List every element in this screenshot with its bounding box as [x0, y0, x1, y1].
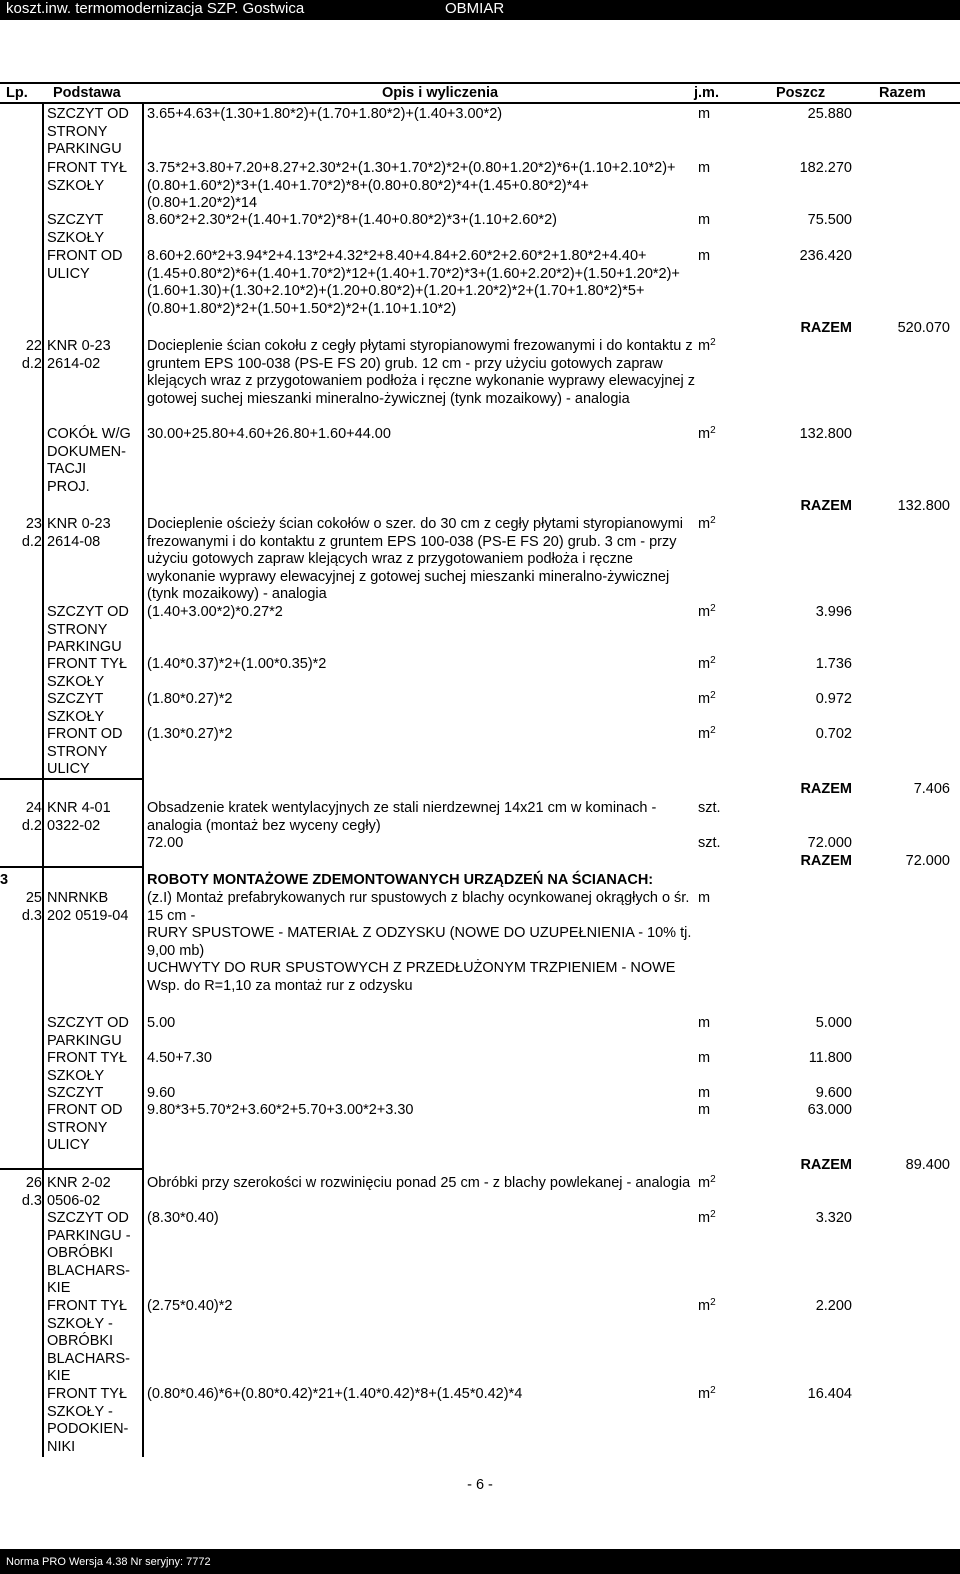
poszcz-cell: 63.000 [807, 1102, 852, 1118]
opis-cell: 30.00+25.80+4.60+26.80+1.60+44.00 [147, 426, 391, 442]
podstawa-cell: SZCZYT OD PARKINGU [47, 1015, 129, 1049]
poszcz-cell: 3.996 [815, 604, 852, 620]
poszcz-cell: 16.404 [807, 1386, 852, 1402]
unit-cell: $m^2$ [698, 690, 716, 707]
unit-cell: m [698, 1050, 711, 1066]
opis-cell: 9.80*3+5.70*2+3.60*2+5.70+3.00*2+3.30 [147, 1102, 414, 1118]
razem-value: 520.070 [897, 320, 950, 336]
lp-cell: 22 d.2 [21, 338, 42, 372]
podstawa-cell: KNR 0-23 2614-02 [47, 338, 111, 372]
razem-label: RAZEM [800, 498, 852, 514]
col-poszcz: Poszcz [776, 85, 826, 101]
unit-cell: $m^2$ [698, 515, 716, 532]
unit-cell: szt. [698, 800, 721, 816]
col-jm: j.m. [694, 85, 719, 101]
opis-cell: 9.60 [147, 1085, 176, 1101]
razem-label: RAZEM [800, 781, 852, 797]
podstawa-cell: FRONT TYŁ SZKOŁY [47, 160, 128, 194]
razem-value: 89.400 [905, 1157, 950, 1173]
opis-cell: Docieplenie ościeży ścian cokołów o szer. do 30 cm z cegły płytami styropianowymi frezowanymi i do kontaktu z gruntem EPS 100-038 (PS-E FS 20) grub. 3 cm - przy użyciu gotowych zapraw klejących wraz z przygotowaniem podłoża i ręczne wykonanie wyprawy elewacyjnej z gotowej suchej mieszanki mineralno-żywicznej (tynk mozaikowy) - analogia [147, 516, 683, 602]
podstawa-cell: FRONT TYŁ SZKOŁY [47, 1050, 128, 1084]
unit-cell: m [698, 890, 711, 906]
unit-cell: m [698, 1085, 711, 1101]
unit-cell: m [698, 160, 711, 176]
lp-cell: 24 d.2 [21, 800, 42, 834]
podstawa-cell: FRONT TYŁ SZKOŁY - OBRÓBKI BLACHARS- KIE [47, 1298, 130, 1384]
section-divider [0, 866, 142, 868]
section-title: ROBOTY MONTAŻOWE ZDEMONTOWANYCH URZĄDZEŃ NA ŚCIANACH: [147, 872, 654, 888]
col-podstawa: Podstawa [53, 85, 121, 101]
unit-cell: $m^2$ [698, 1209, 716, 1226]
poszcz-cell: 11.800 [808, 1050, 852, 1066]
podstawa-cell: SZCZYT OD STRONY PARKINGU [47, 106, 129, 157]
podstawa-cell: FRONT TYŁ SZKOŁY - PODOKIEN- NIKI [47, 1386, 129, 1455]
razem-label: RAZEM [800, 853, 852, 869]
podstawa-cell: NNRNKB 202 0519-04 [47, 890, 129, 924]
document-footer [0, 1549, 960, 1574]
header-title: koszt.inw. termomodernizacja SZP. Gostwica [6, 0, 305, 17]
unit-cell: $m^2$ [698, 1297, 716, 1314]
podstawa-cell: KNR 2-02 0506-02 [47, 1175, 111, 1209]
poszcz-cell: 0.702 [815, 726, 852, 742]
opis-cell: Obróbki przy szerokości w rozwinięciu ponad 25 cm - z blachy powlekanej - analogia [147, 1175, 691, 1191]
unit-cell: m [698, 248, 711, 264]
razem-label: RAZEM [800, 320, 852, 336]
unit-cell: m [698, 106, 711, 122]
table-header-top-line [0, 82, 960, 84]
poszcz-cell: 3.320 [815, 1210, 852, 1226]
page-number: - 6 - [467, 1477, 493, 1493]
header-section: OBMIAR [445, 0, 505, 17]
opis-cell: (2.75*0.40)*2 [147, 1298, 233, 1314]
podstawa-cell: COKÓŁ W/G DOKUMEN- TACJI PROJ. [47, 426, 131, 495]
opis-cell: Docieplenie ścian cokołu z cegły płytami styropianowymi frezowanymi i do kontaktu z gruntem EPS 100-038 (PS-E FS 20) grub. 12 cm - przy użyciu gotowych zapraw klejących wraz z przygotowaniem podłoża i ręczne wykonanie wyprawy elewacyjnej z gotowej suchej mieszanki mineralno-żywicznej (tynk mozaikowy) - analogia [147, 338, 696, 407]
podstawa-cell: FRONT OD ULICY [47, 248, 123, 282]
lp-cell: 26 d.3 [21, 1175, 42, 1209]
document-header [0, 0, 960, 20]
poszcz-cell: 5.000 [815, 1015, 852, 1031]
poszcz-cell: 132.800 [799, 426, 852, 442]
razem-value: 132.800 [897, 498, 950, 514]
razem-value: 7.406 [913, 781, 950, 797]
unit-cell: $m^2$ [698, 1385, 716, 1402]
footer-text: Norma PRO Wersja 4.38 Nr seryjny: 7772 [6, 1556, 211, 1568]
unit-cell: $m^2$ [698, 337, 716, 354]
poszcz-cell: 25.880 [807, 106, 852, 122]
opis-cell: (z.I) Montaż prefabrykowanych rur spustowych z blachy ocynkowanej okrągłych o śr. 15 cm - RURY SPUSTOWE - MATERIAŁ Z ODZYSKU (NOWE DO UZUPEŁNIENIA - 10% tj. 9,00 mb) UCHWYTY DO RUR SPUSTOWYCH Z PRZEDŁUŻONYM TRZPIENIEM - NOWE Wsp. do R=1,10 za montaż rur z odzysku [147, 890, 692, 994]
opis-cell: 4.50+7.30 [147, 1050, 212, 1066]
opis-cell: 5.00 [147, 1015, 176, 1031]
podstawa-cell: SZCZYT OD PARKINGU - OBRÓBKI BLACHARS- KIE [47, 1210, 131, 1296]
poszcz-cell: 236.420 [799, 248, 852, 264]
opis-cell: Obsadzenie kratek wentylacyjnych ze stali nierdzewnej 14x21 cm w kominach - analogia (montaż bez wyceny cegły) [147, 800, 657, 834]
razem-value: 72.000 [905, 853, 950, 869]
unit-cell: $m^2$ [698, 603, 716, 620]
podstawa-cell: SZCZYT OD STRONY PARKINGU [47, 604, 129, 655]
poszcz-cell: 1.736 [815, 656, 852, 672]
unit-cell: m [698, 1015, 711, 1031]
podstawa-cell: FRONT OD STRONY ULICY [47, 1102, 123, 1153]
lp-cell: 23 d.2 [21, 516, 42, 550]
unit-cell: $m^2$ [698, 1174, 716, 1191]
opis-cell: 8.60*2+2.30*2+(1.40+1.70*2)*8+(1.40+0.80*2)*3+(1.10+2.60*2) [147, 212, 557, 228]
podstawa-cell: FRONT TYŁ SZKOŁY [47, 656, 128, 690]
podstawa-cell: FRONT OD STRONY ULICY [47, 726, 123, 777]
razem-label: RAZEM [800, 1157, 852, 1173]
opis-cell: 72.00 [147, 835, 184, 851]
podstawa-cell: KNR 4-01 0322-02 [47, 800, 111, 834]
opis-cell: (1.80*0.27)*2 [147, 691, 233, 707]
opis-cell: (1.40+3.00*2)*0.27*2 [147, 604, 283, 620]
poszcz-cell: 9.600 [815, 1085, 852, 1101]
opis-cell: (0.80*0.46)*6+(0.80*0.42)*21+(1.40*0.42)*8+(1.45*0.42)*4 [147, 1386, 523, 1402]
unit-cell: $m^2$ [698, 725, 716, 742]
opis-cell: 8.60+2.60*2+3.94*2+4.13*2+4.32*2+8.40+4.84+2.60*2+2.60*2+1.80*2+4.40+(1.45+0.80*2)*6+(1.40+1.70*2)*12+(1.40+1.70*2)*3+(1.60+2.20*2)+(1.50+1.20*2)+(1.60+1.30)+(1.30+2.10*2)+(1.20+0.80*2)+(1.20+1.20*2)*2+(1.70+1.80*2)*5+(0.80+1.80*2)*2+(1.50+1.50*2)*2+(1.10+1.10*2) [147, 248, 680, 317]
lp-cell: 25 d.3 [21, 890, 42, 924]
opis-cell: 3.75*2+3.80+7.20+8.27+2.30*2+(1.30+1.70*2)*2+(0.80+1.20*2)*6+(1.10+2.10*2)+(0.80+1.60*2)*3+(1.40+1.70*2)*8+(0.80+0.80*2)*4+(1.45+0.80*2)*4+(0.80+1.20*2)*14 [147, 160, 676, 211]
col-opis: Opis i wyliczenia [382, 85, 499, 101]
table-header-bottom-line [0, 102, 960, 104]
unit-cell: m [698, 1102, 711, 1118]
poszcz-cell: 75.500 [807, 212, 852, 228]
poszcz-cell: 72.000 [807, 835, 852, 851]
col-razem: Razem [879, 85, 926, 101]
poszcz-cell: 2.200 [815, 1298, 852, 1314]
unit-cell: szt. [698, 835, 721, 851]
opis-cell: (8.30*0.40) [147, 1210, 219, 1226]
col-lp: Lp. [6, 85, 28, 101]
unit-cell: $m^2$ [698, 655, 716, 672]
section-number: 3 [0, 872, 9, 888]
podstawa-cell: SZCZYT SZKOŁY [47, 212, 105, 246]
unit-cell: $m^2$ [698, 425, 716, 442]
poszcz-cell: 0.972 [815, 691, 852, 707]
opis-cell: 3.65+4.63+(1.30+1.80*2)+(1.70+1.80*2)+(1.40+3.00*2) [147, 106, 503, 122]
column-divider-lp [42, 103, 44, 1457]
podstawa-cell: KNR 0-23 2614-08 [47, 516, 111, 550]
podstawa-cell: SZCZYT SZKOŁY [47, 691, 105, 725]
opis-cell: (1.30*0.27)*2 [147, 726, 233, 742]
unit-cell: m [698, 212, 711, 228]
poszcz-cell: 182.270 [799, 160, 852, 176]
section-divider [0, 1168, 142, 1170]
opis-cell: (1.40*0.37)*2+(1.00*0.35)*2 [147, 656, 327, 672]
podstawa-cell: SZCZYT [47, 1085, 104, 1101]
